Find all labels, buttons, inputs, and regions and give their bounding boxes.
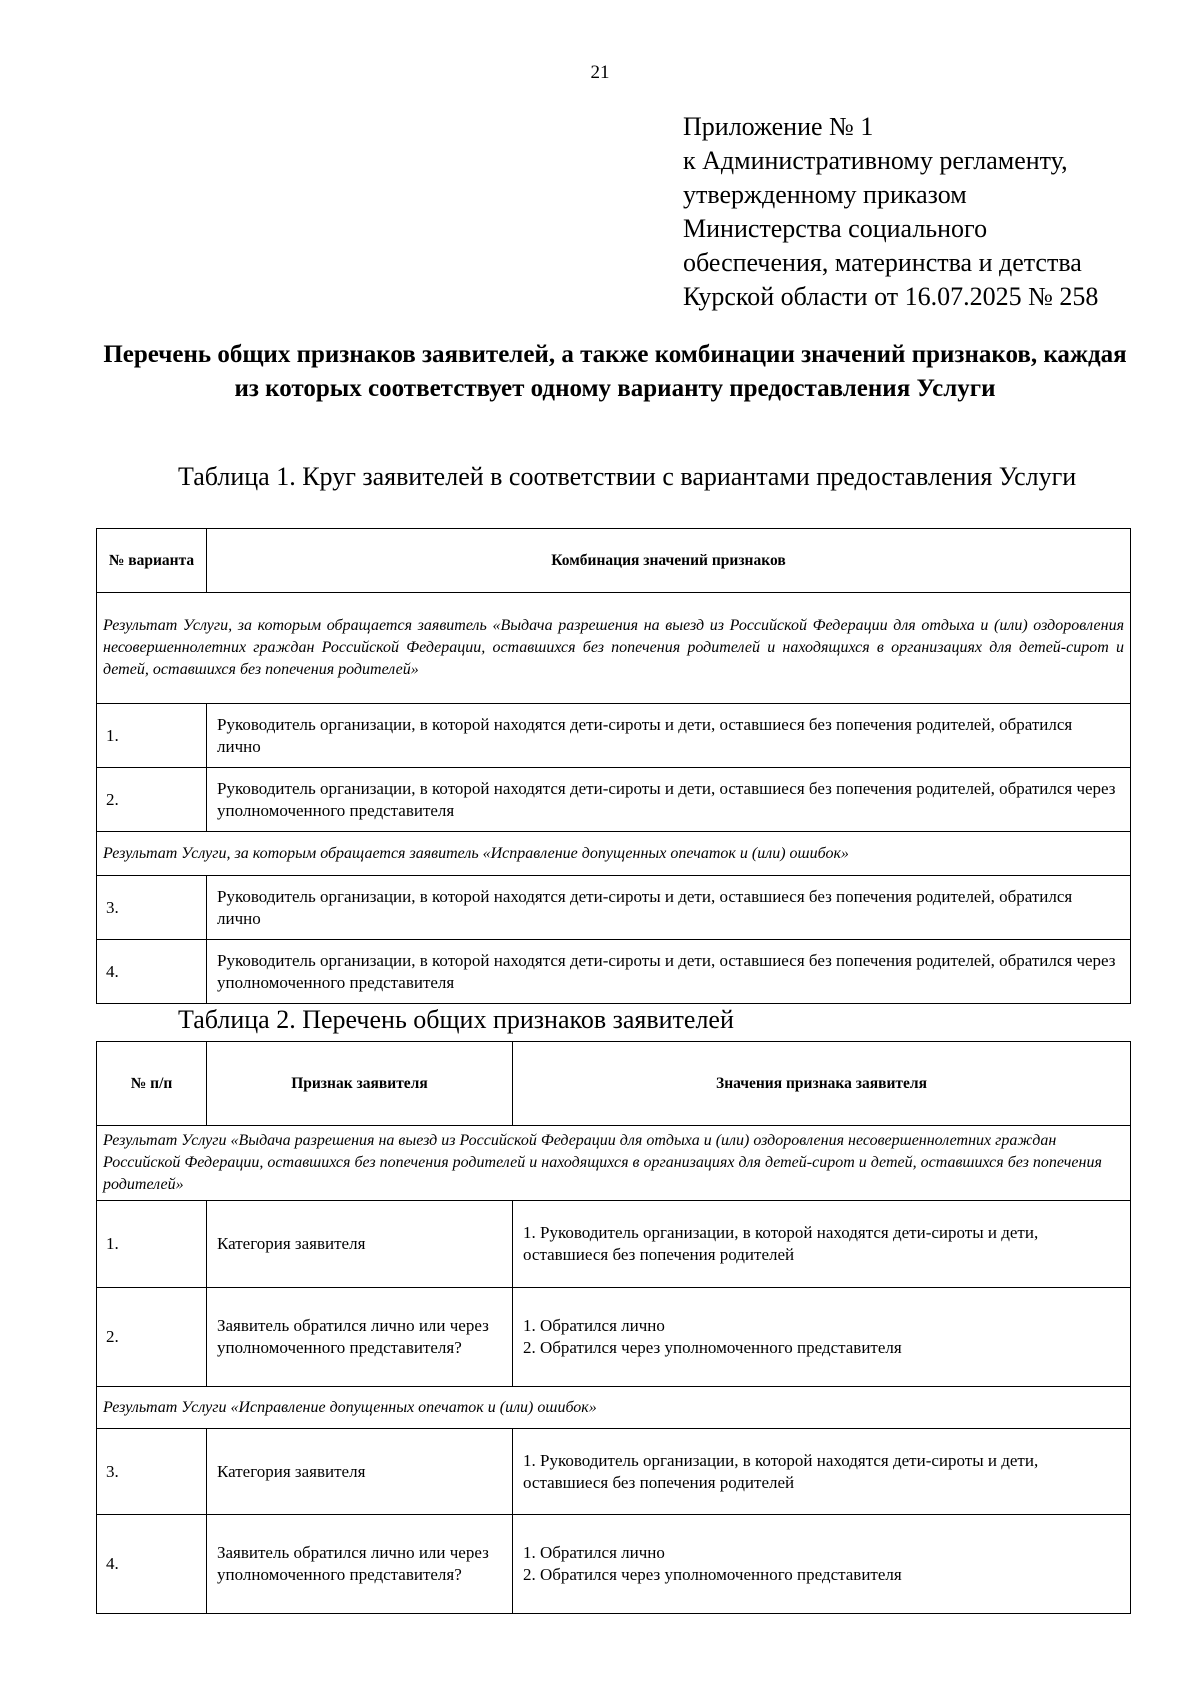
table2-row-attribute: Заявитель обратился лично или через уполномоченного представителя? bbox=[207, 1515, 513, 1614]
table2-row-values: 1. Руководитель организации, в которой находятся дети-сироты и дети, оставшиеся без попечения родителей bbox=[513, 1201, 1131, 1288]
table2-header-values: Значения признака заявителя bbox=[513, 1042, 1131, 1126]
table2-row-attribute: Заявитель обратился лично или через уполномоченного представителя? bbox=[207, 1288, 513, 1387]
table2-row-values bbox=[513, 1288, 1131, 1387]
table2-header-row bbox=[97, 1042, 1131, 1126]
table2-row-values bbox=[513, 1515, 1131, 1614]
value-item: 1. Обратился лично bbox=[523, 1543, 665, 1562]
table1-row-number: 1. bbox=[97, 704, 207, 768]
table-row bbox=[97, 1429, 1131, 1515]
table-row bbox=[97, 704, 1131, 768]
appendix-line: Курской области от 16.07.2025 № 258 bbox=[683, 282, 1099, 311]
table2-row-values: 1. Руководитель организации, в которой находятся дети-сироты и дети, оставшиеся без попечения родителей bbox=[513, 1429, 1131, 1515]
table-row bbox=[97, 1288, 1131, 1387]
table1-row-text: Руководитель организации, в которой находятся дети-сироты и дети, оставшиеся без попечения родителей, обратился лично bbox=[207, 876, 1131, 940]
table1-section-1: Результат Услуги, за которым обращается заявитель «Выдача разрешения на выезд из Российской Федерации для отдыха и (или) оздоровления несовершеннолетних граждан Российской Федерации, оставшихся без попечения родителей и находящихся в организациях для детей-сирот и детей, оставшихся без попечения родителей» bbox=[97, 593, 1131, 704]
table2 bbox=[96, 1041, 1131, 1614]
table2-row-number: 4. bbox=[97, 1515, 207, 1614]
table-row bbox=[97, 768, 1131, 832]
appendix-line: утвержденному приказом bbox=[683, 180, 967, 209]
table2-header-attribute: Признак заявителя bbox=[207, 1042, 513, 1126]
table1-row-number: 4. bbox=[97, 940, 207, 1004]
value-item: 2. Обратился через уполномоченного представителя bbox=[523, 1338, 902, 1357]
table1-row-number: 2. bbox=[97, 768, 207, 832]
table2-section-2: Результат Услуги «Исправление допущенных опечаток и (или) ошибок» bbox=[97, 1387, 1131, 1429]
table2-section-row bbox=[97, 1126, 1131, 1201]
table1-row-text: Руководитель организации, в которой находятся дети-сироты и дети, оставшиеся без попечения родителей, обратился через уполномоченного представителя bbox=[207, 940, 1131, 1004]
table2-row-attribute: Категория заявителя bbox=[207, 1429, 513, 1515]
table2-row-attribute: Категория заявителя bbox=[207, 1201, 513, 1288]
table2-row-number: 2. bbox=[97, 1288, 207, 1387]
appendix-line: обеспечения, материнства и детства bbox=[683, 248, 1082, 277]
appendix-header bbox=[683, 110, 1098, 314]
appendix-line: Министерства социального bbox=[683, 214, 988, 243]
table1 bbox=[96, 528, 1131, 1004]
appendix-line: Приложение № 1 bbox=[683, 112, 874, 141]
table1-header-row bbox=[97, 529, 1131, 593]
table1-section-2: Результат Услуги, за которым обращается заявитель «Исправление допущенных опечаток и (или) ошибок» bbox=[97, 832, 1131, 876]
table2-caption: Таблица 2. Перечень общих признаков заявителей bbox=[178, 1005, 734, 1034]
table-row bbox=[97, 940, 1131, 1004]
table1-caption: Таблица 1. Круг заявителей в соответствии с вариантами предоставления Услуги bbox=[178, 462, 1077, 491]
table1-row-text: Руководитель организации, в которой находятся дети-сироты и дети, оставшиеся без попечения родителей, обратился через уполномоченного представителя bbox=[207, 768, 1131, 832]
table1-header-variant: № варианта bbox=[97, 529, 207, 593]
table2-section-row bbox=[97, 1387, 1131, 1429]
value-item: 2. Обратился через уполномоченного представителя bbox=[523, 1565, 902, 1584]
table2-header-number: № п/п bbox=[97, 1042, 207, 1126]
table1-section-row bbox=[97, 593, 1131, 704]
value-item: 1. Обратился лично bbox=[523, 1316, 665, 1335]
page-number: 21 bbox=[590, 62, 610, 83]
table2-section-1: Результат Услуги «Выдача разрешения на выезд из Российской Федерации для отдыха и (или) оздоровления несовершеннолетних граждан Российской Федерации, оставшихся без попечения родителей и находящихся в организациях для детей-сирот и детей, оставшихся без попечения родителей» bbox=[97, 1126, 1131, 1201]
table1-header-combination: Комбинация значений признаков bbox=[207, 529, 1131, 593]
table1-section-row bbox=[97, 832, 1131, 876]
table-row bbox=[97, 1515, 1131, 1614]
table1-row-text: Руководитель организации, в которой находятся дети-сироты и дети, оставшиеся без попечения родителей, обратился лично bbox=[207, 704, 1131, 768]
table-row bbox=[97, 876, 1131, 940]
table2-row-number: 1. bbox=[97, 1201, 207, 1288]
table-row bbox=[97, 1201, 1131, 1288]
document-title: Перечень общих признаков заявителей, а также комбинации значений признаков, каждая из которых соответствует одному варианту предоставления Услуги bbox=[103, 341, 1127, 402]
table2-row-number: 3. bbox=[97, 1429, 207, 1515]
table1-row-number: 3. bbox=[97, 876, 207, 940]
appendix-line: к Административному регламенту, bbox=[683, 146, 1068, 175]
